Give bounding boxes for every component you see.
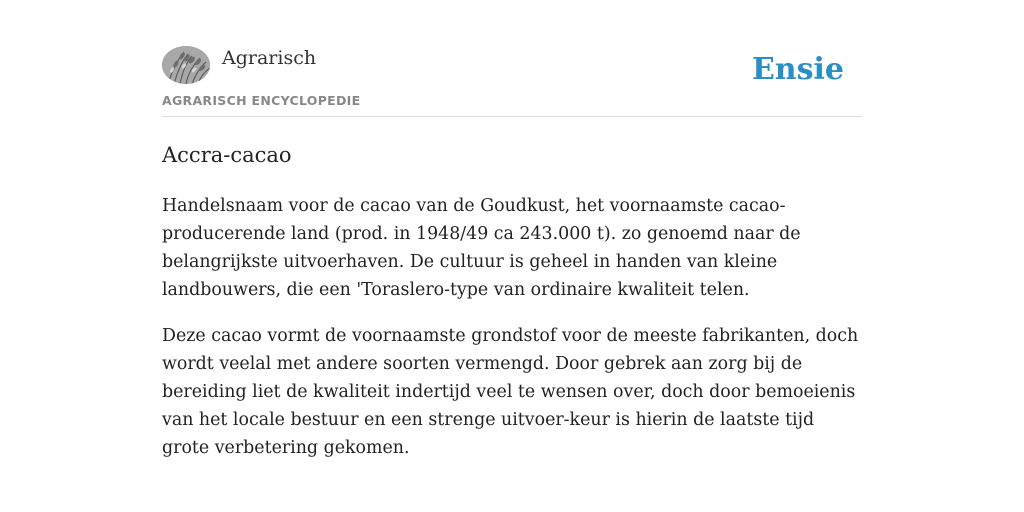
article-title: Accra-cacao <box>162 143 292 167</box>
ensie-logo-link[interactable]: Ensie <box>751 52 844 87</box>
wheat-ears-icon[interactable] <box>162 46 210 84</box>
header <box>162 44 862 117</box>
article-paragraph: Deze cacao vormt de voornaamste grondstof voor de meeste fabrikanten, doch wordt veelal met andere soorten vermengd. Door gebrek aan zorg bij de bereiding liet de kwaliteit indertijd veel te wensen over, doch door bemoeienis van het locale bestuur en een strenge uitvoer-keur is hierin de laatste tijd grote verbetering gekomen. <box>162 326 859 458</box>
page <box>162 0 862 512</box>
article-body <box>162 192 862 480</box>
article-paragraph: Handelsnaam voor de cacao van de Goudkust, het voornaamste cacao-producerende land (prod. in 1948/49 ca 243.000 t). zo genoemd naar de belangrijkste uitvoerhaven. De cultuur is geheel in handen van kleine landbouwers, die een 'Toraslero-type van ordinaire kwaliteit telen. <box>162 196 801 300</box>
source-name[interactable]: Agrarisch <box>222 47 317 69</box>
source-subtitle: AGRARISCH ENCYCLOPEDIE <box>162 93 361 108</box>
